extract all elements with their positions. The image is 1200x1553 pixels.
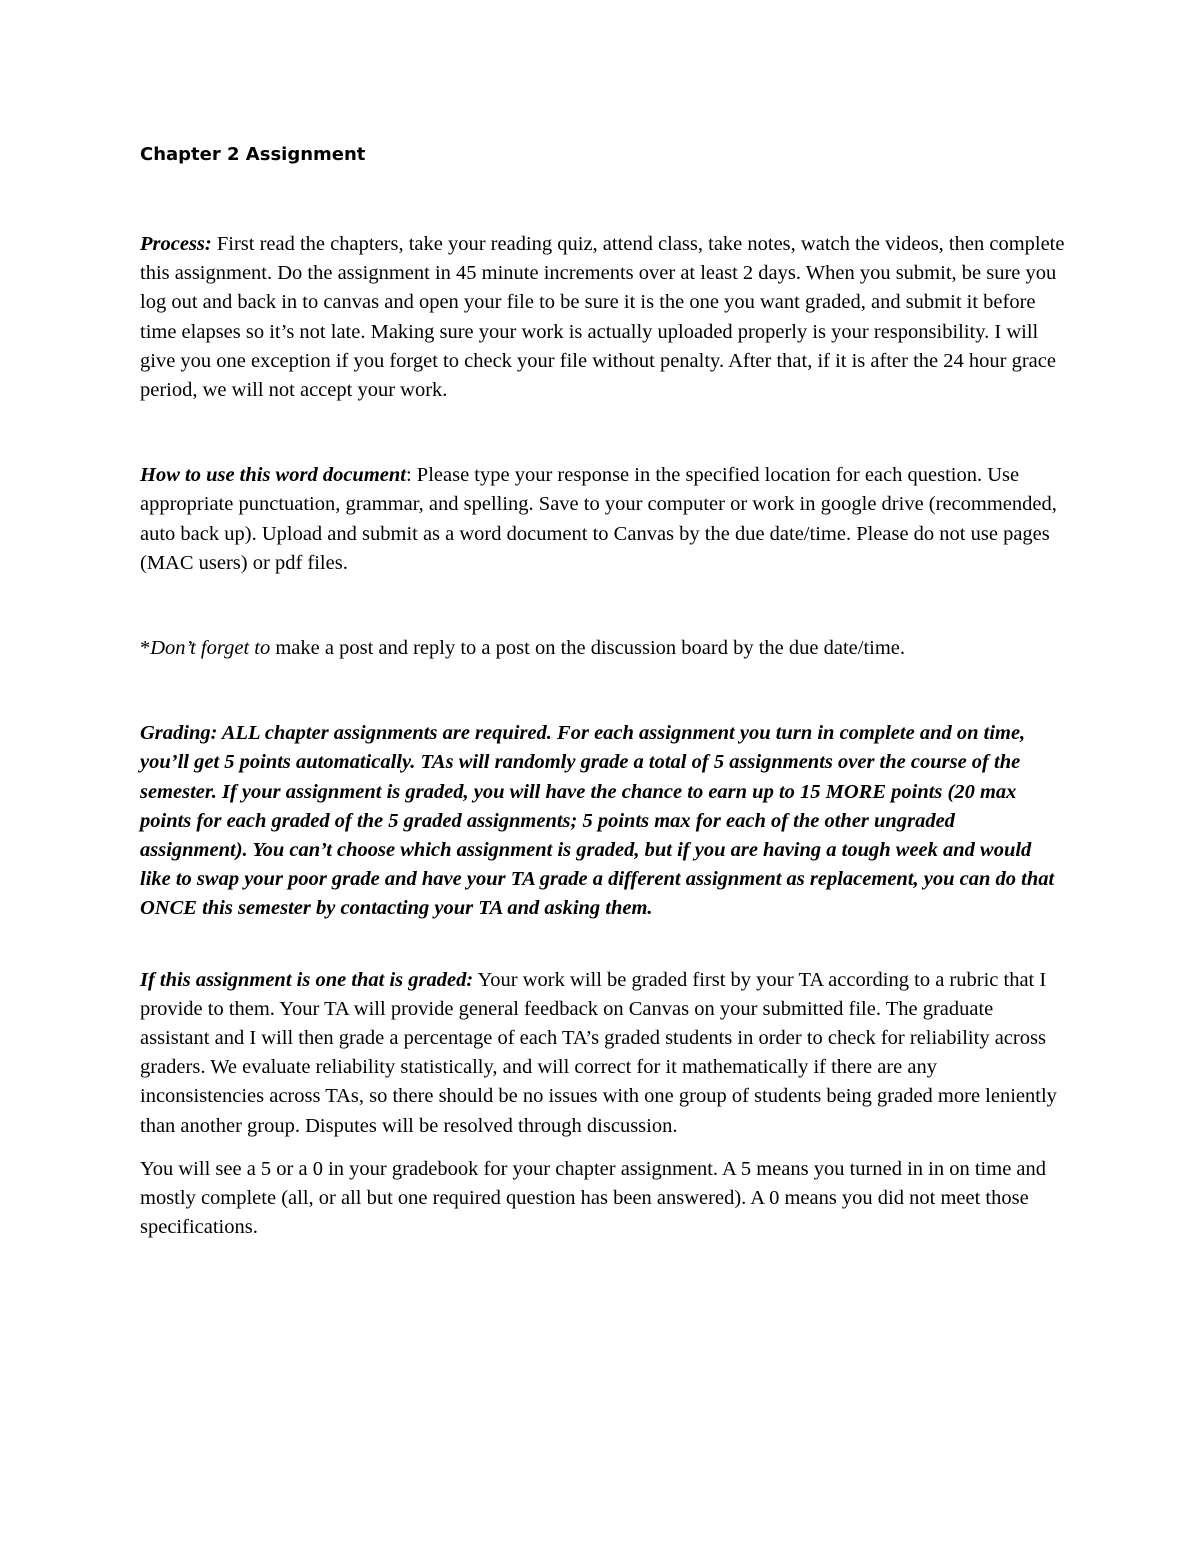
document-title: Chapter 2 Assignment [140,144,366,165]
process-text: First read the chapters, take your reading quiz, attend class, take notes, watch the videos, then complete this assignment. Do the assignment in 45 minute increments over at least 2 days. When you submit, be sure you log out and back in to canvas and open your file to be sure it is the one you want graded, and submit it before time elapses so it’s not late. Making sure your work is actually uploaded properly is your responsibility. I will give you one exception if you forget to check your file without penalty. After that, if it is after the 24 hour grace period, we will not accept your work. [140,233,1065,402]
reminder-prefix: * [140,637,151,660]
if-graded-paragraph [140,966,1065,1141]
reminder-text: make a post and reply to a post on the discussion board by the due date/time. [270,637,906,660]
if-graded-text: Your work will be graded first by your TA according to a rubric that I provide to them. Your TA will provide general feedback on Canvas on your submitted file. The graduate assistant and I will then grade a percentage of each TA’s graded students in order to check for reliability across graders. We evaluate reliability statistically, and will correct for it mathematically if there are any inconsistencies across TAs, so there should be no issues with one group of students being graded more leniently than another group. Disputes will be resolved through discussion. [140,968,1057,1137]
how-to-paragraph [140,461,1065,578]
document-body [140,138,1065,1242]
process-paragraph [140,230,1065,405]
gradebook-paragraph: You will see a 5 or a 0 in your gradebook for your chapter assignment. A 5 means you turned in in on time and mostly complete (all, or all but one required question has been answered). A 0 means you did not meet those specifications. [140,1157,1047,1239]
reminder-paragraph [140,634,1065,663]
reminder-lead: Don’t forget to [150,637,271,660]
process-lead: Process: [140,233,212,255]
how-to-text: : Please type your response in the specified location for each question. Use appropriate punctuation, grammar, and spelling. Save to your computer or work in google drive (recommended, auto back up). Upload and submit as a word document to Canvas by the due date/time. Please do not use pages (MAC users) or pdf files. [140,464,1057,574]
how-to-lead: How to use this word document [140,464,406,487]
if-graded-lead: If this assignment is one that is graded: [140,968,474,991]
grading-paragraph: Grading: ALL chapter assignments are required. For each assignment you turn in complete and on time, you’ll get 5 points automatically. TAs will randomly grade a total of 5 assignments over the course of the semester. If your assignment is graded, you will have the chance to earn up to 15 MORE points (20 max points for each graded of the 5 graded assignments; 5 points max for each of the other ungraded assignment). You can’t choose which assignment is graded, but if you are having a tough week and would like to swap your poor grade and have your TA grade a different assignment as replacement, you can do that ONCE this semester by contacting your TA and asking them. [140,722,1055,920]
